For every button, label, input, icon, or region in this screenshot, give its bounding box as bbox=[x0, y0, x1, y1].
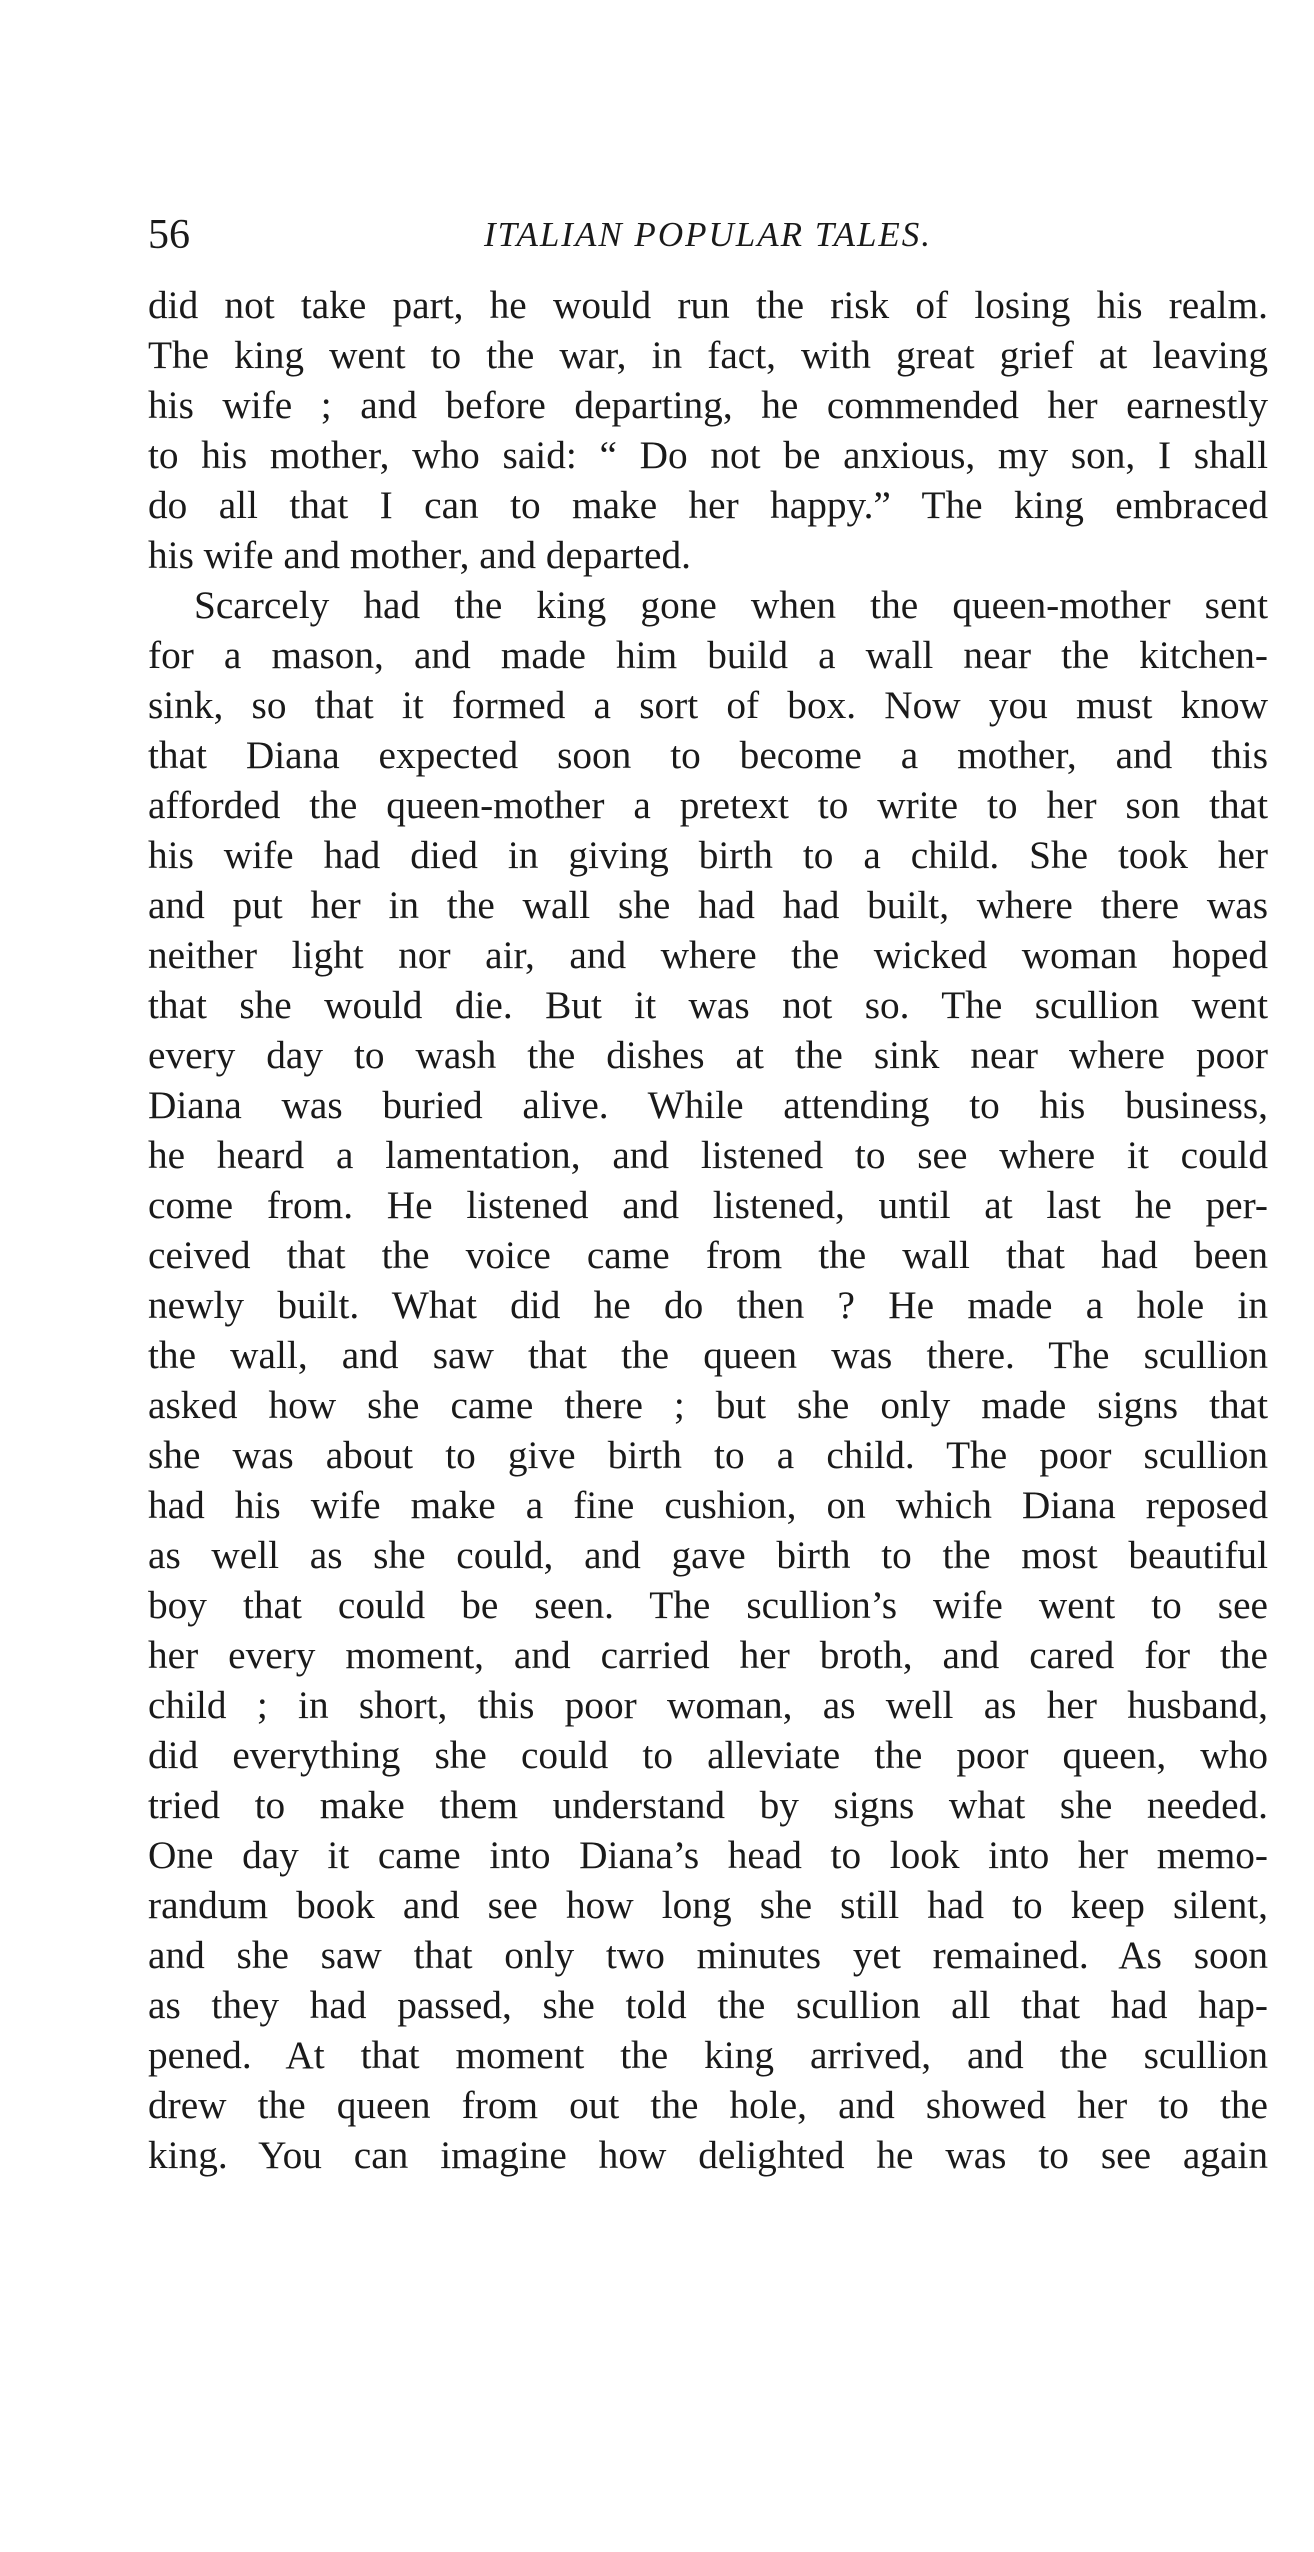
text-line: Diana was buried alive. While attending to his business, bbox=[148, 1083, 1268, 1127]
text-line: ceived that the voice came from the wall that had been bbox=[148, 1233, 1268, 1277]
text-line: afforded the queen-mother a pretext to write to her son that bbox=[148, 783, 1268, 827]
running-title: ITALIAN POPULAR TALES. bbox=[483, 215, 933, 254]
text-line: and she saw that only two minutes yet remained. As soon bbox=[148, 1933, 1268, 1977]
text-line: for a mason, and made him build a wall near the kitchen- bbox=[148, 633, 1268, 677]
text-line: had his wife make a fine cushion, on which Diana reposed bbox=[148, 1483, 1268, 1527]
text-line: his wife ; and before departing, he commended her earnestly bbox=[148, 383, 1268, 427]
text-line: king. You can imagine how delighted he was to see again bbox=[148, 2133, 1268, 2177]
text-line: her every moment, and carried her broth, and cared for the bbox=[148, 1633, 1268, 1677]
text-line: she was about to give birth to a child. The poor scullion bbox=[148, 1433, 1268, 1477]
text-line: do all that I can to make her happy.” The king embraced bbox=[148, 483, 1268, 527]
paragraph-2 bbox=[148, 580, 1268, 2180]
text-line: child ; in short, this poor woman, as well as her husband, bbox=[148, 1683, 1268, 1727]
text-line: did everything she could to alleviate the poor queen, who bbox=[148, 1733, 1268, 1777]
text-line: as they had passed, she told the scullion all that had hap- bbox=[148, 1983, 1268, 2027]
text-line: drew the queen from out the hole, and showed her to the bbox=[148, 2083, 1268, 2127]
paragraph-1 bbox=[148, 280, 1268, 580]
text-line: did not take part, he would run the risk of losing his realm. bbox=[148, 283, 1268, 327]
text-line: pened. At that moment the king arrived, and the scullion bbox=[148, 2033, 1268, 2077]
text-line: to his mother, who said: “ Do not be anxious, my son, I shall bbox=[148, 433, 1268, 477]
page-number: 56 bbox=[148, 212, 190, 258]
text-line: he heard a lamentation, and listened to see where it could bbox=[148, 1133, 1268, 1177]
text-line: as well as she could, and gave birth to the most beautiful bbox=[148, 1533, 1268, 1577]
text-line: sink, so that it formed a sort of box. Now you must know bbox=[148, 683, 1268, 727]
text-line: The king went to the war, in fact, with great grief at leaving bbox=[148, 333, 1268, 377]
text-line: that Diana expected soon to become a mother, and this bbox=[148, 733, 1268, 777]
text-line: come from. He listened and listened, until at last he per- bbox=[148, 1183, 1268, 1227]
text-line: neither light nor air, and where the wicked woman hoped bbox=[148, 933, 1268, 977]
text-line: every day to wash the dishes at the sink near where poor bbox=[148, 1033, 1268, 1077]
running-head bbox=[148, 205, 1268, 265]
text-line: his wife and mother, and departed. bbox=[148, 533, 691, 577]
text-line: that she would die. But it was not so. The scullion went bbox=[148, 983, 1268, 1027]
text-line: randum book and see how long she still had to keep silent, bbox=[148, 1883, 1268, 1927]
body-text bbox=[148, 280, 1268, 2180]
text-line: One day it came into Diana’s head to look into her memo- bbox=[148, 1833, 1268, 1877]
text-line: newly built. What did he do then ? He made a hole in bbox=[148, 1283, 1268, 1327]
text-line: tried to make them understand by signs what she needed. bbox=[148, 1783, 1268, 1827]
text-line: the wall, and saw that the queen was there. The scullion bbox=[148, 1333, 1268, 1377]
text-line: asked how she came there ; but she only made signs that bbox=[148, 1383, 1268, 1427]
text-line: boy that could be seen. The scullion’s wife went to see bbox=[148, 1583, 1268, 1627]
text-line: his wife had died in giving birth to a child. She took her bbox=[148, 833, 1268, 877]
text-line: Scarcely had the king gone when the queen-mother sent bbox=[194, 583, 1268, 627]
text-line: and put her in the wall she had had built, where there was bbox=[148, 883, 1268, 927]
